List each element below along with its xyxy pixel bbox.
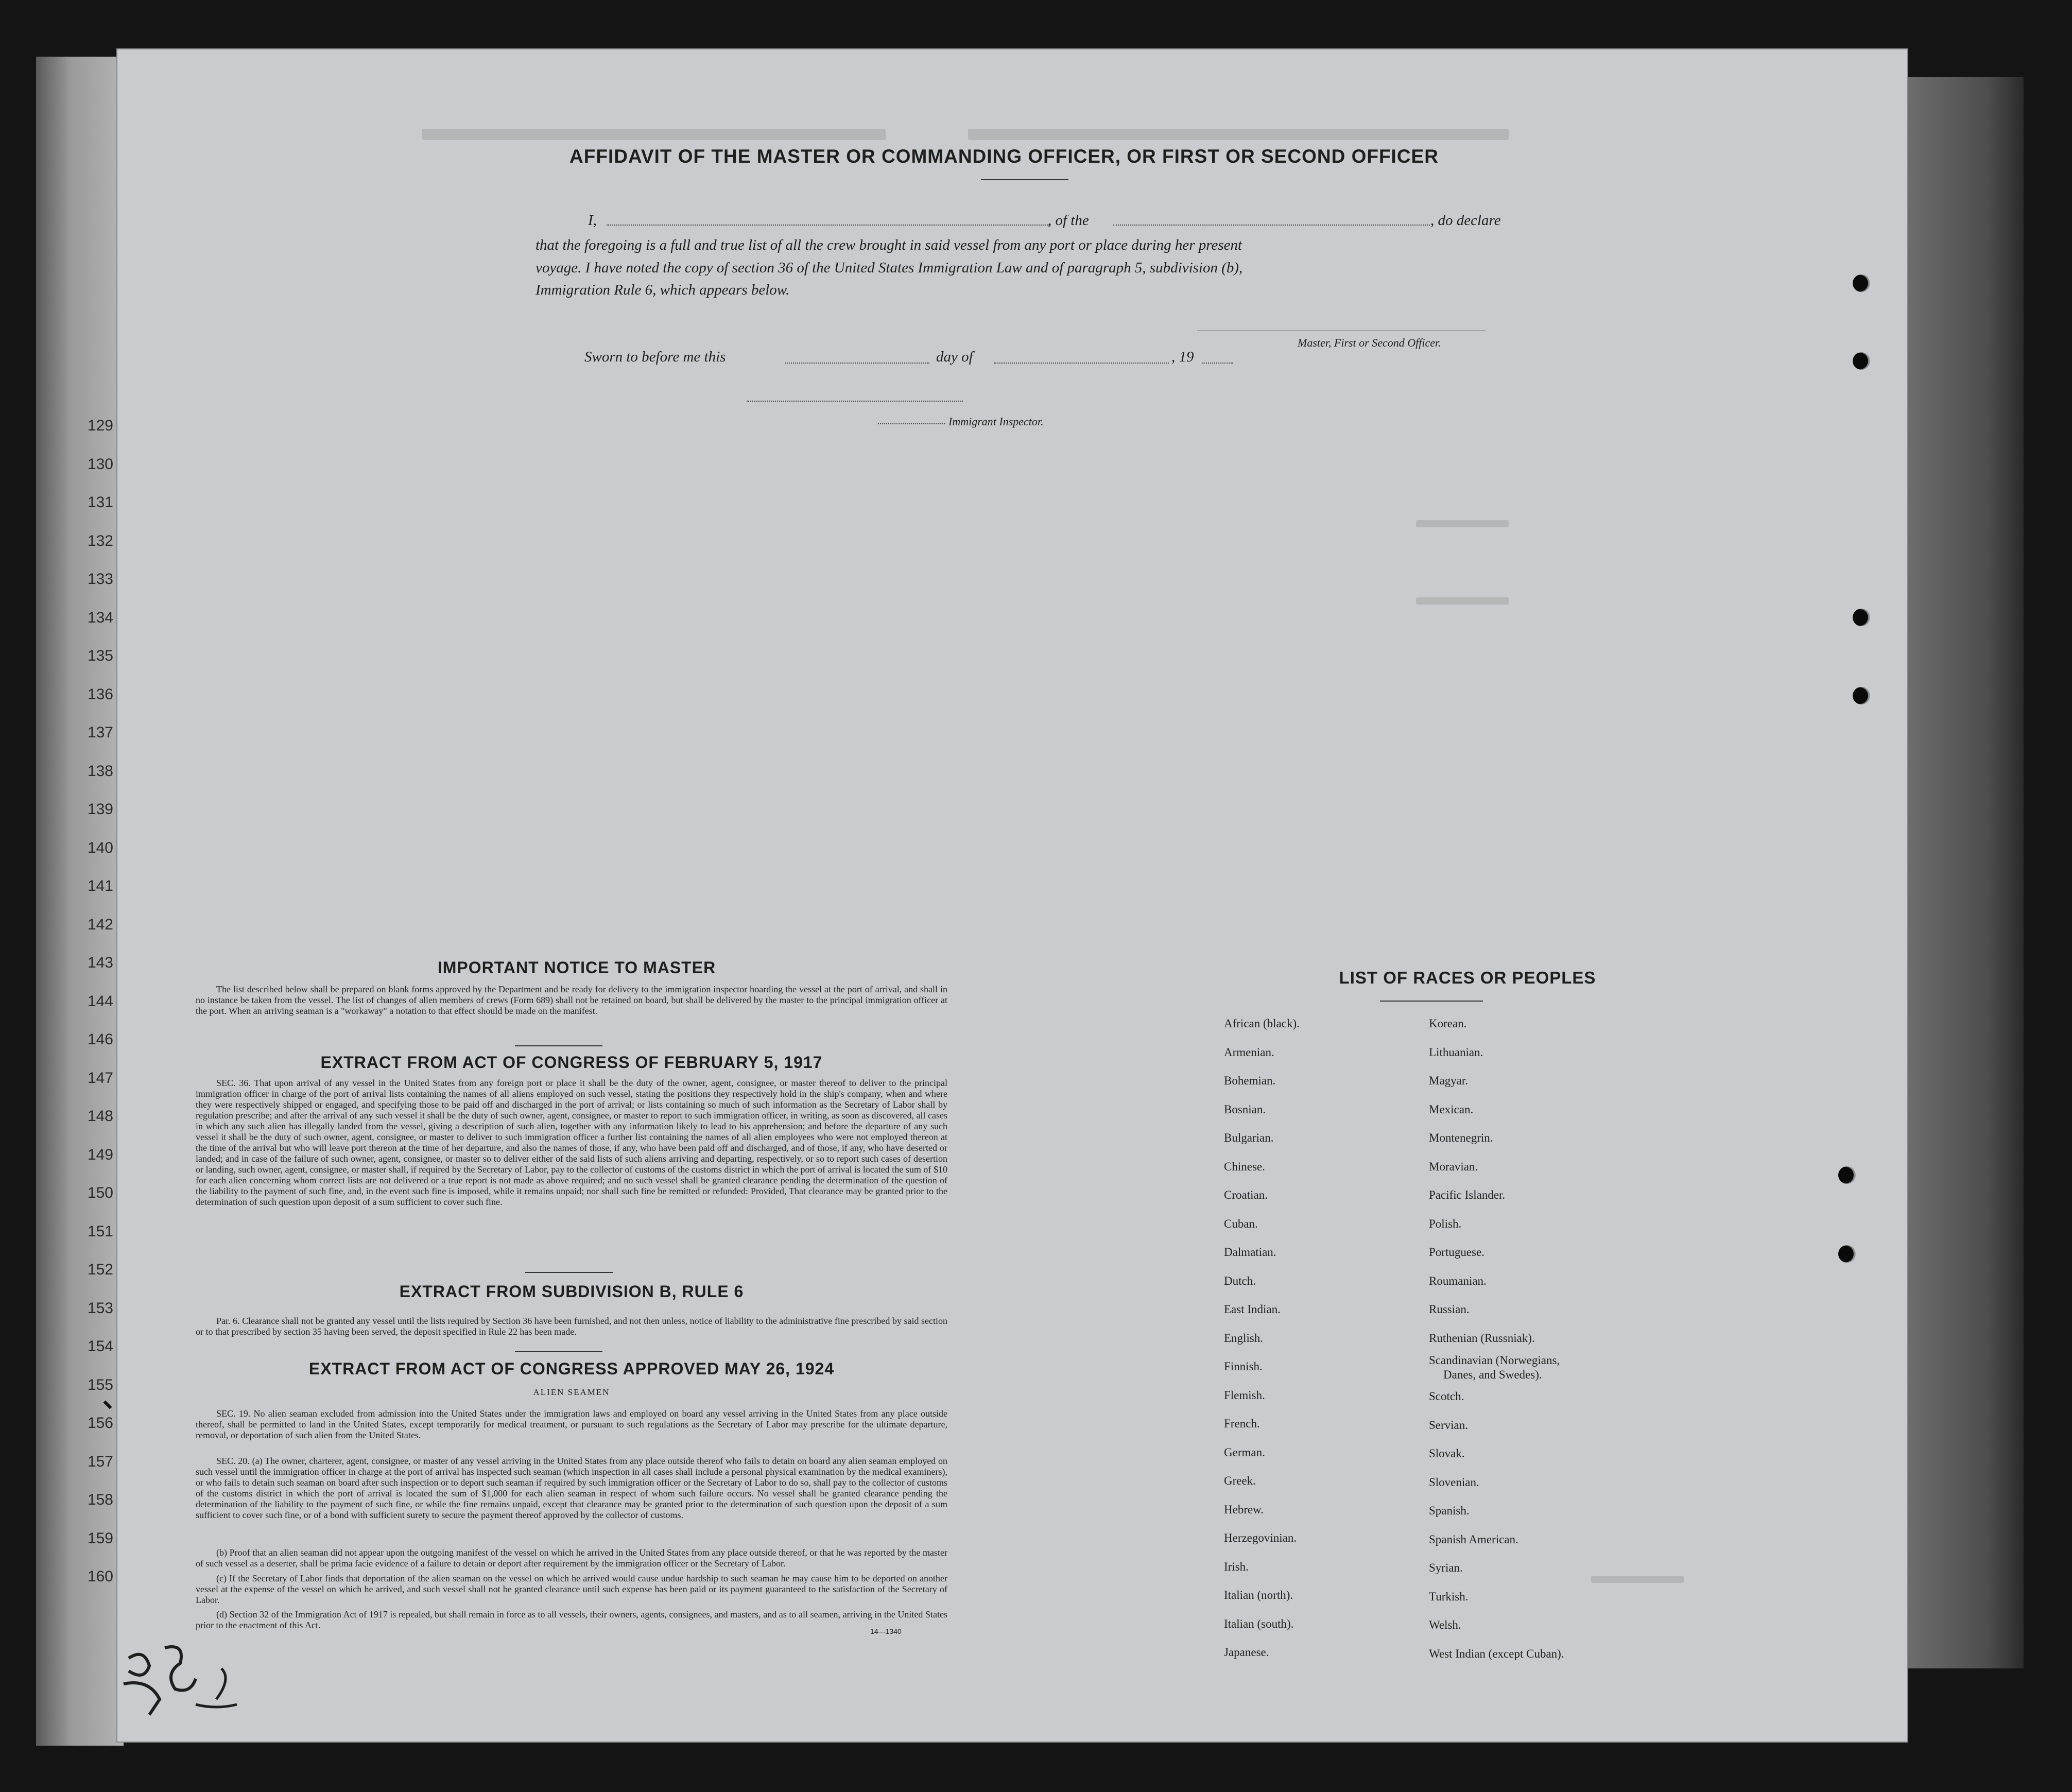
extract-1924-sec19: SEC. 19. No alien seaman excluded from admission into the United States under the immigration laws and employed on board any vessel arriving in the United States from any place outside thereof, shall be permitted to land in the United States, except temporarily for medical treatment, or pursuant to such regulations as the Secretary of Labor may prescribe for the ultimate departure, removal, or deportation of such alien from the United States.: [196, 1408, 947, 1440]
extract-1917-divider: [525, 1272, 613, 1273]
line-number: 158: [87, 1491, 113, 1508]
punch-hole-icon: [1853, 609, 1870, 626]
line-number: 144: [87, 992, 113, 1010]
affidavit-line-4: Immigration Rule 6, which appears below.: [536, 282, 790, 298]
race-item: Hebrew.: [1224, 1503, 1264, 1516]
handwritten-annotation: [93, 1638, 278, 1720]
line-number: 152: [87, 1261, 113, 1278]
races-title: LIST OF RACES OR PEOPLES: [1339, 968, 1596, 987]
race-item: Pacific Islander.: [1429, 1188, 1506, 1201]
line-number: 139: [87, 801, 113, 818]
notice-title: IMPORTANT NOTICE TO MASTER: [437, 958, 716, 977]
race-item: Herzegovinian.: [1224, 1531, 1297, 1544]
race-item: Dutch.: [1224, 1274, 1256, 1287]
line-number: 136: [87, 685, 113, 703]
extract-1924-sec20a: SEC. 20. (a) The owner, charterer, agent, consignee, or master of any vessel arriving in the United States from any place outside thereof who fails to detain on board any alien seaman employed on such vessel until the immigration officer in charge at the port of arrival has inspected such seaman (which inspection in all cases shall include a personal physical examination by the medical examiners), or who fails to detain such seaman on board after such inspection or to deport such seaman if required by such immigration officer or the Secretary of Labor to do so, shall pay to the collector of customs of the customs district in which the port of arrival is located the sum of $1,000 for each alien seaman in respect of whom such failure occurs. No vessel shall be granted clearance pending the determination of the liability to the payment of such fine, or while the fine remains unpaid, except that clearance may be granted prior to the determination of such question upon the deposit of a sum sufficient to cover such fine, or of a bond with sufficient surety to secure the payment thereof approved by the collector of customs.: [196, 1456, 947, 1520]
race-item: Magyar.: [1429, 1074, 1469, 1087]
race-item: Irish.: [1224, 1560, 1249, 1573]
line-number: 132: [87, 532, 113, 549]
affidavit-i: I,: [588, 212, 597, 229]
sworn-year-field[interactable]: [1202, 363, 1233, 364]
extract-rule6-body: Par. 6. Clearance shall not be granted any vessel until the lists required by Section 36 have been furnished, and not then unless, notice of liability to the administrative fine prescribed by said section or to that prescribed by section 35 having been served, the deposit specified in Rule 22 has been made.: [196, 1316, 947, 1337]
line-number: 153: [87, 1299, 113, 1317]
line-number: 131: [87, 494, 113, 511]
form-number: 14—1340: [870, 1627, 902, 1635]
bleed-through-mark: [422, 129, 886, 140]
declarant-name-field[interactable]: [607, 225, 1049, 226]
race-item: Lithuanian.: [1429, 1045, 1483, 1059]
affidavit-title: AFFIDAVIT OF THE MASTER OR COMMANDING OFFICER, OR FIRST OR SECOND OFFICER: [569, 146, 1439, 167]
race-item: Moravian.: [1429, 1160, 1478, 1173]
race-item: Ruthenian (Russniak).: [1429, 1331, 1535, 1345]
inspector-signature-field[interactable]: [747, 401, 963, 402]
line-number: 151: [87, 1222, 113, 1240]
race-item: Japanese.: [1224, 1646, 1269, 1659]
notice-divider: [515, 1045, 602, 1046]
extract-1924-sec20b: (b) Proof that an alien seaman did not appear upon the outgoing manifest of the vessel on which he arrived in the United States from any place outside thereof, or that he was reported by the master of such vessel as a deserter, shall be prima facie evidence of a failure to detain or deport after requirement by the immigration officer or the Secretary of Labor.: [196, 1547, 947, 1569]
affidavit-declare: , do declare: [1430, 212, 1501, 229]
race-item: Finnish.: [1224, 1360, 1263, 1373]
punch-hole-icon: [1838, 1245, 1856, 1263]
line-number: 143: [87, 954, 113, 971]
inspector-label: Immigrant Inspector.: [948, 415, 1044, 428]
race-item: Scandinavian (Norwegians,: [1429, 1354, 1560, 1367]
master-signature-label: Master, First or Second Officer.: [1298, 336, 1441, 349]
races-left-column: [1224, 1009, 1300, 1667]
inspector-signature-field-short[interactable]: [878, 423, 945, 424]
race-item: Italian (south).: [1224, 1617, 1294, 1630]
race-item: Slovak.: [1429, 1447, 1465, 1460]
punch-hole-icon: [1853, 352, 1870, 370]
bleed-through-mark: [1416, 520, 1509, 527]
line-number: 159: [87, 1529, 113, 1547]
races-right-column: [1429, 1009, 1564, 1668]
race-item: Servian.: [1429, 1418, 1469, 1432]
punch-hole-icon: [1853, 274, 1870, 292]
race-item: Dalmatian.: [1224, 1246, 1276, 1259]
race-item: African (black).: [1224, 1017, 1300, 1030]
bleed-through-mark: [1416, 597, 1509, 605]
race-item: Syrian.: [1429, 1561, 1463, 1574]
bleed-through-mark: [1591, 1576, 1684, 1583]
race-item: Cuban.: [1224, 1217, 1258, 1230]
race-item: Croatian.: [1224, 1188, 1268, 1201]
race-item: Spanish.: [1429, 1504, 1470, 1517]
line-number: 157: [87, 1453, 113, 1470]
race-item: Montenegrin.: [1429, 1131, 1493, 1144]
punch-hole-icon: [1853, 687, 1870, 704]
line-number: 148: [87, 1108, 113, 1125]
race-item: French.: [1224, 1417, 1260, 1430]
race-item: Bohemian.: [1224, 1074, 1276, 1087]
race-item: German.: [1224, 1445, 1265, 1459]
line-number: 141: [87, 877, 113, 894]
extract-1924-subtitle: ALIEN SEAMEN: [533, 1387, 610, 1397]
race-item: Slovenian.: [1429, 1475, 1479, 1489]
extract-1917-body: SEC. 36. That upon arrival of any vessel in the United States from any foreign port or place it shall be the duty of the owner, agent, consignee, or master thereof to deliver to the principal immigration officer in charge of the port of arrival lists containing the names of all aliens employed on such vessel, stating the positions they respectively hold in the ship's company, when and where they were respectively shipped or engaged, and specifying those to be paid off and discharged in the port of arrival; or lists containing so much of such information as the Secretary of Labor shall by regulation prescribe; and after the arrival of any such vessel it shall be the duty of such owner, agent, consignee, or master to report to such immigration officer, in writing, as soon as discovered, all cases in which any such alien has illegally landed from the vessel, giving a description of such alien, together with any information likely to lead to his apprehension; and before the departure of any such vessel it shall be the duty of such owner, agent, consignee, or master to deliver to such immigration officer a further list containing the names of all alien employees who were not employed thereon at the time of the arrival but who will leave port thereon at the time of her departure, and also the names of those, if any, who have been paid off and discharged, and of those, if any, who have deserted or landed; and in case of the failure of such owner, agent, consignee, or master so to deliver either of the said lists of such aliens arriving and departing, respectively, or so to report such cases of desertion or landing, such owner, agent, consignee, or master shall, if required by the Secretary of Labor, pay to the collector of customs of the customs district in which the port of arrival is located the sum of $10 for each alien concerning whom correct lists are not delivered or a true report is not made as above required; and no such vessel shall be granted clearance pending the determination of the question of the liability to the payment of such fine, and, in the event such fine is imposed, while it remains unpaid; nor shall such fine be remitted or refunded: Provided, That clearance may be granted prior to the determination of such question upon deposit of a sum sufficient to cover such fine.: [196, 1078, 947, 1207]
line-number: 134: [87, 609, 113, 626]
race-item: East Indian.: [1224, 1303, 1281, 1316]
race-item: Russian.: [1429, 1303, 1470, 1316]
race-item: Welsh.: [1429, 1618, 1461, 1631]
line-number: 147: [87, 1069, 113, 1087]
race-item: Turkish.: [1429, 1590, 1469, 1603]
extract-1924-sec20c: (c) If the Secretary of Labor finds that deportation of the alien seaman on the vessel on which he arrived would cause undue hardship to such seaman he may cause him to be deported on another vessel at the expense of the vessel on which he arrived, and such vessel shall not be granted clearance until such expense has been paid or its payment guaranteed to the satisfaction of the Secretary of Labor.: [196, 1573, 947, 1605]
race-item: Armenian.: [1224, 1045, 1274, 1059]
extract-rule6-divider: [515, 1351, 602, 1352]
line-number: 135: [87, 647, 113, 664]
race-item: Bulgarian.: [1224, 1131, 1274, 1144]
race-item: Spanish American.: [1429, 1532, 1518, 1546]
line-number: 150: [87, 1184, 113, 1201]
race-item: Danes, and Swedes).: [1443, 1368, 1542, 1381]
race-item: Flemish.: [1224, 1388, 1265, 1402]
line-number: 160: [87, 1568, 113, 1585]
line-number: 130: [87, 455, 113, 473]
punch-hole-icon: [1838, 1166, 1856, 1184]
line-number: 137: [87, 724, 113, 741]
race-item: Scotch.: [1429, 1390, 1464, 1403]
line-number: 140: [87, 839, 113, 856]
sworn-day-field[interactable]: [785, 363, 929, 364]
line-number-column: [67, 0, 113, 1792]
race-item: Portuguese.: [1429, 1246, 1484, 1259]
race-item: Korean.: [1429, 1017, 1467, 1030]
race-item: West Indian (except Cuban).: [1429, 1647, 1564, 1660]
sworn-day-of: day of: [936, 349, 973, 365]
line-number: 129: [87, 417, 113, 434]
sworn-month-field[interactable]: [994, 363, 1169, 364]
race-item: English.: [1224, 1331, 1264, 1345]
line-number: 156: [87, 1415, 113, 1432]
line-number: 154: [87, 1338, 113, 1355]
line-number: 138: [87, 762, 113, 780]
extract-1917-title: EXTRACT FROM ACT OF CONGRESS OF FEBRUARY 5, 1917: [320, 1053, 823, 1072]
line-number: 149: [87, 1146, 113, 1163]
affidavit-of-the: , of the: [1048, 212, 1089, 229]
line-number: 146: [87, 1031, 113, 1048]
sworn-year: , 19: [1171, 349, 1194, 365]
extract-1924-sec20d: (d) Section 32 of the Immigration Act of 1917 is repealed, but shall remain in force as to all vessels, their owners, agents, consignees, and masters, and as to all seamen, arriving in the United States prior to the enactment of this Act.: [196, 1609, 947, 1630]
title-underline: [981, 179, 1068, 180]
affidavit-line-2: that the foregoing is a full and true list of all the crew brought in said vessel from any port or place during her present: [536, 237, 1242, 253]
line-number: 133: [87, 571, 113, 588]
race-item: Mexican.: [1429, 1102, 1474, 1116]
sworn-prefix: Sworn to before me this: [584, 349, 726, 365]
line-number: 155: [87, 1376, 113, 1393]
extract-1924-title: EXTRACT FROM ACT OF CONGRESS APPROVED MAY 26, 1924: [308, 1359, 835, 1378]
notice-body: The list described below shall be prepared on blank forms approved by the Department and be ready for delivery to the immigration inspector boarding the vessel at the port of arrival, and shall in no instance be taken from the vessel. The list of changes of alien members of crews (Form 689) shall not be retained on board, but shall be delivered by the master to the principal immigration officer at the port. When an arriving seaman is a "workaway" a notation to that effect should be made on the manifest.: [196, 984, 947, 1016]
extract-rule6-title: EXTRACT FROM SUBDIVISION B, RULE 6: [399, 1282, 744, 1301]
race-item: Roumanian.: [1429, 1274, 1487, 1287]
line-number: 142: [87, 916, 113, 933]
race-item: Bosnian.: [1224, 1102, 1266, 1116]
races-title-underline: [1380, 1001, 1483, 1002]
vessel-name-field[interactable]: [1113, 225, 1430, 226]
binder-edge: [1905, 77, 2024, 1668]
affidavit-line-3: voyage. I have noted the copy of section 36 of the United States Immigration Law and of paragraph 5, subdivision (b),: [536, 260, 1243, 276]
race-item: Italian (north).: [1224, 1589, 1293, 1601]
bleed-through-mark: [968, 129, 1509, 140]
race-item: Greek.: [1224, 1474, 1256, 1487]
race-item: Chinese.: [1224, 1160, 1265, 1173]
race-item: Polish.: [1429, 1217, 1462, 1230]
